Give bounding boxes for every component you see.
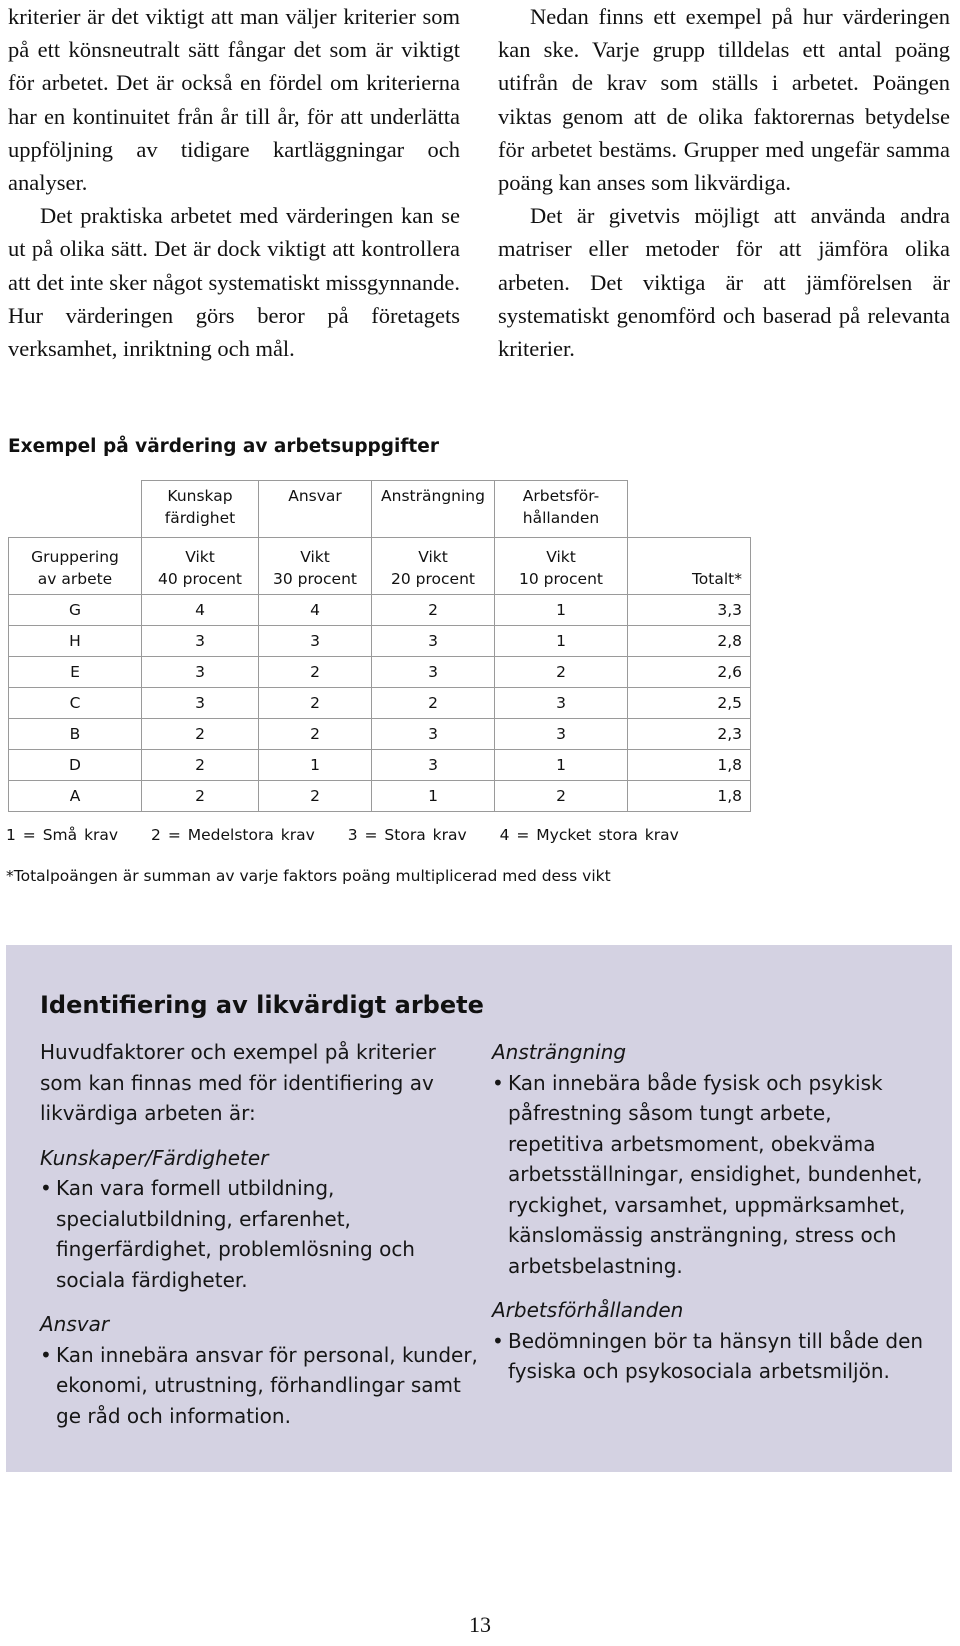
left-text-column [8,0,460,365]
right-paragraph-1: Nedan finns ett exempel på hur värderingen kan ske. Varje grupp tilldelas ett antal poäng utifrån de krav som ställs i arbetet. Poängen viktas genom att de olika faktorernas betydelse för arbetet bestäms. Grupper med ungefär samma poäng kan anses som likvärdiga. [498,4,950,196]
factor-label-line1: Ansvar [288,487,342,505]
score-cell: 4 [259,595,372,626]
group-cell: C [9,688,142,719]
factor-header-ansvar [259,481,372,538]
bullet-text: Kan innebära ansvar för personal, kunder, ekonomi, utrustning, förhandlingar samt ge råd och information. [56,1342,478,1428]
weight-value: 10 procent [519,570,603,588]
factor-label-line1: Ansträngning [381,487,485,505]
weight-label: Vikt [546,548,576,566]
score-cell: 3 [142,657,259,688]
weight-value: 30 procent [273,570,357,588]
group-cell: G [9,595,142,626]
score-cell: 1 [372,781,495,812]
legend-item: 1 = Små krav [6,826,119,844]
total-cell: 1,8 [628,781,751,812]
weight-cell [372,538,495,595]
group-cell: D [9,750,142,781]
weight-value: 40 procent [158,570,242,588]
score-cell: 2 [259,688,372,719]
bullet-marker: • [492,1328,504,1353]
left-paragraph-1: kriterier är det viktigt att man väljer kriterier som på ett könsneutralt sätt fångar det som är viktigt för arbetet. Det är också en fördel om kriterierna har en kontinuitet från år till år, för att underlätta uppföljning av tidigare kartläggningar och analyser. [8,4,460,196]
left-paragraph-2: Det praktiska arbetet med värderingen kan se ut på olika sätt. Det är dock viktigt att kontrollera att det inte sker något systematiskt missgynnande. Hur värderingen görs beror på företagets verksamhet, inriktning och mål. [8,203,460,362]
table-row [9,657,751,688]
weight-label: Vikt [185,548,215,566]
score-cell: 3 [372,657,495,688]
info-box [6,945,952,1472]
factor-label-line2: hållanden [522,509,600,527]
section-heading: Kunskaper/Färdigheter [40,1145,269,1170]
score-cell: 1 [495,626,628,657]
score-cell: 1 [495,595,628,626]
score-cell: 3 [372,626,495,657]
weight-cell [495,538,628,595]
total-cell: 3,3 [628,595,751,626]
score-cell: 2 [142,719,259,750]
score-cell: 3 [372,719,495,750]
group-cell: B [9,719,142,750]
score-cell: 2 [372,688,495,719]
total-cell: 1,8 [628,750,751,781]
factor-header-anstrangning [372,481,495,538]
group-cell: A [9,781,142,812]
empty-header-cell [9,481,142,538]
section-heading: Arbetsförhållanden [492,1298,684,1322]
bullet-text: Bedömningen bör ta hänsyn till både den fysiska och psykosociala arbetsmiljön. [508,1328,924,1383]
score-cell: 4 [142,595,259,626]
score-cell: 2 [495,657,628,688]
score-cell: 3 [372,750,495,781]
table-row [9,781,751,812]
weight-label: Vikt [300,548,330,566]
score-legend [6,826,705,844]
table-row [9,750,751,781]
score-cell: 2 [259,781,372,812]
weight-cell [142,538,259,595]
empty-total-header-cell [628,481,751,538]
weight-label: Vikt [418,548,448,566]
score-cell: 2 [142,781,259,812]
legend-item: 2 = Medelstora krav [151,826,315,844]
section-heading: Ansvar [40,1312,110,1336]
table-header-row-factors [9,481,751,538]
bullet-item [40,1173,480,1295]
table-footnote: *Totalpoängen är summan av varje faktors poäng multiplicerad med dess vikt [6,867,611,885]
legend-item: 3 = Stora krav [347,826,467,844]
table-row [9,595,751,626]
score-cell: 3 [142,626,259,657]
group-cell: H [9,626,142,657]
total-header: Totalt* [628,538,751,595]
table-row [9,719,751,750]
bullet-marker: • [492,1070,504,1095]
info-box-right-column [492,1037,932,1387]
score-cell: 2 [259,719,372,750]
score-cell: 2 [495,781,628,812]
score-cell: 3 [495,719,628,750]
total-cell: 2,8 [628,626,751,657]
info-box-intro: Huvudfaktorer och exempel på kriterier som kan finnas med för identifiering av likvärdiga arbeten är: [40,1040,436,1125]
group-header-line1: Gruppering [31,548,119,566]
score-cell: 1 [259,750,372,781]
factor-label-line1: Arbetsför- [522,487,600,505]
score-cell: 3 [495,688,628,719]
score-cell: 2 [259,657,372,688]
bullet-item [40,1340,480,1432]
bullet-marker: • [40,1342,52,1367]
factor-header-kunskap [142,481,259,538]
right-paragraph-2: Det är givetvis möjligt att använda andra matriser eller metoder för att jämföra olika arbeten. Det viktiga är att jämförelsen är systematiskt genomförd och baserad på relevanta kriterier. [498,203,950,362]
factor-header-arbetsforhallanden [495,481,628,538]
bullet-item [492,1068,932,1282]
bullet-text: Kan innebära både fysisk och psykisk påfrestning såsom tungt arbete, repetitiva arbetsmoment, obekväma arbetsställningar, ensidighet, bundenhet, ryckighet, varsamhet, uppmärksamhet, känslomässig ansträngning, stress och arbetsbelastning. [508,1070,923,1278]
info-box-left-column [40,1037,480,1431]
score-cell: 1 [495,750,628,781]
bullet-marker: • [40,1176,52,1200]
total-cell: 2,6 [628,657,751,688]
table-header-row-weights [9,538,751,595]
score-cell: 2 [372,595,495,626]
factor-label-line1: Kunskap [167,487,233,505]
weight-value: 20 procent [391,570,475,588]
legend-item: 4 = Mycket stora krav [499,826,679,844]
factor-label-line2: färdighet [164,509,236,527]
score-cell: 2 [142,750,259,781]
total-cell: 2,3 [628,719,751,750]
weight-cell [259,538,372,595]
section-heading: Ansträngning [492,1040,627,1064]
table-title: Exempel på värdering av arbetsuppgifter [8,436,439,457]
bullet-text: Kan vara formell utbildning, specialutbildning, erfarenhet, fingerfärdighet, problemlösning och sociala färdigheter. [56,1176,415,1292]
total-cell: 2,5 [628,688,751,719]
table-row [9,626,751,657]
info-box-title: Identifiering av likvärdigt arbete [40,991,484,1019]
page-number: 13 [469,1612,491,1637]
group-header-line2: av arbete [37,570,113,588]
group-header [9,538,142,595]
group-cell: E [9,657,142,688]
evaluation-table [8,480,751,812]
score-cell: 3 [142,688,259,719]
right-text-column [498,0,950,365]
bullet-item [492,1326,932,1387]
table-row [9,688,751,719]
score-cell: 3 [259,626,372,657]
